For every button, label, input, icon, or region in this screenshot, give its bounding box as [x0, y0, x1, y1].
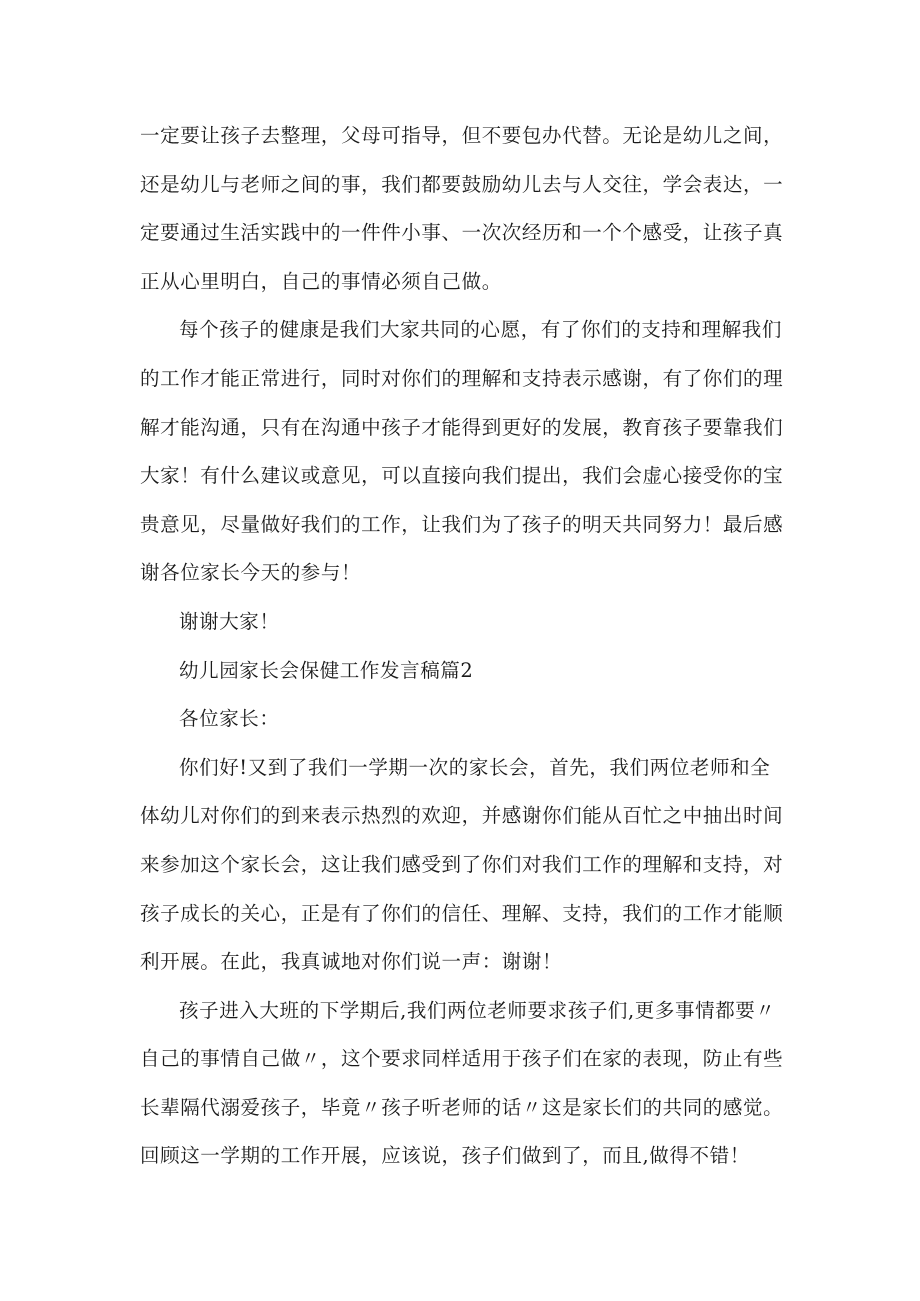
text-line: 孩子成长的关心，正是有了你们的信任、理解、支持，我们的工作才能顺: [140, 901, 784, 925]
paragraph-p1: [140, 112, 782, 306]
document-page: [140, 112, 782, 1181]
text-line: 每个孩子的健康是我们大家共同的心愿，有了你们的支持和理解我们: [179, 318, 783, 342]
text-line: 的工作才能正常进行，同时对你们的理解和支持表示感谢，有了你们的理: [140, 366, 784, 390]
text-line: 还是幼儿与老师之间的事，我们都要鼓励幼儿去与人交往，学会表达，一: [140, 172, 784, 196]
text-line: 幼儿园家长会保健工作发言稿篇2: [179, 658, 474, 682]
text-line: 一定要让孩子去整理，父母可指导，但不要包办代替。无论是幼儿之间，: [140, 124, 784, 147]
text-line: 谢各位家长今天的参与！: [140, 561, 362, 585]
paragraph-p4: [140, 647, 782, 696]
text-line: 正从心里明白，自己的事情必须自己做。: [140, 269, 502, 293]
text-line: 大家！有什么建议或意见，可以直接向我们提出，我们会虚心接受你的宝: [140, 464, 784, 488]
text-line: 解才能沟通，只有在沟通中孩子才能得到更好的发展，教育孩子要靠我们: [140, 415, 784, 439]
text-line: 你们好!又到了我们一学期一次的家长会，首先，我们两位老师和全: [179, 755, 771, 779]
text-line: 体幼儿对你们的到来表示热烈的欢迎，并感谢你们能从百忙之中抽出时间: [140, 804, 784, 828]
text-line: 长辈隔代溺爱孩子，毕竟〃孩子听老师的话〃这是家长们的共同的感觉。: [140, 1095, 784, 1119]
text-line: 孩子进入大班的下学期后,我们两位老师要求孩子们,更多事情都要〃: [179, 998, 776, 1022]
paragraph-p2: [140, 306, 782, 598]
text-line: 谢谢大家！: [179, 609, 280, 633]
text-line: 来参加这个家长会，这让我们感受到了你们对我们工作的理解和支持，对: [140, 852, 784, 876]
text-line: 利开展。在此，我真诚地对你们说一声：谢谢！: [140, 950, 563, 974]
paragraph-p3: [140, 598, 782, 647]
text-line: 定要通过生活实践中的一件件小事、一次次经历和一个个感受，让孩子真: [140, 221, 784, 245]
text-line: 贵意见，尽量做好我们的工作，让我们为了孩子的明天共同努力！最后感: [140, 512, 784, 536]
text-line: 回顾这一学期的工作开展，应该说，孩子们做到了，而且,做得不错！: [140, 1144, 750, 1168]
text-line: 各位家长：: [179, 707, 280, 731]
paragraph-p6: [140, 744, 782, 987]
text-line: 自己的事情自己做〃，这个要求同样适用于孩子们在家的表现，防止有些: [140, 1047, 784, 1071]
paragraph-p7: [140, 987, 782, 1181]
paragraph-p5: [140, 695, 782, 744]
